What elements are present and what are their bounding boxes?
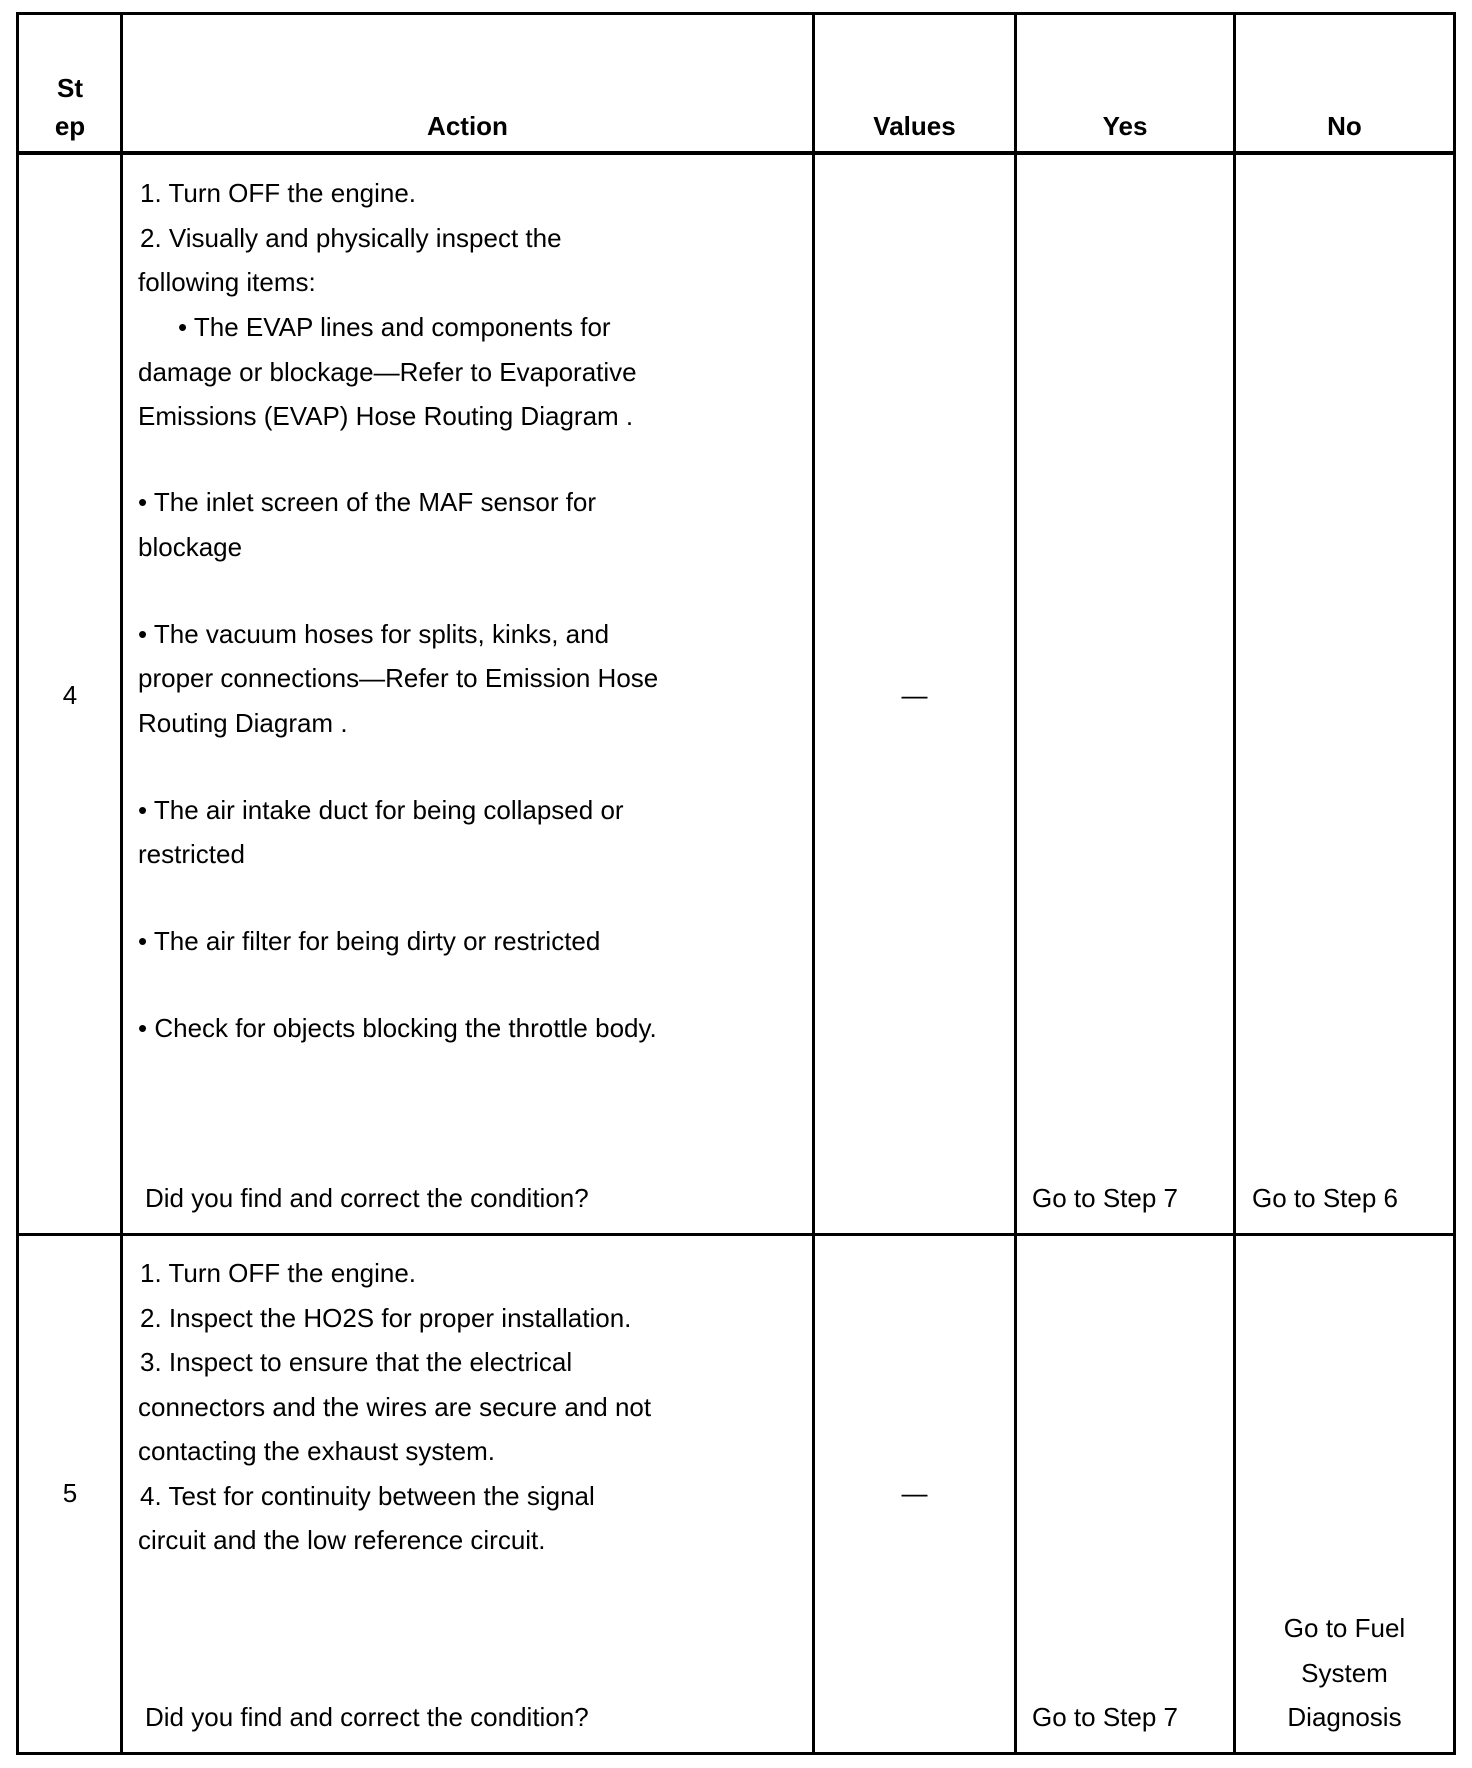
row-divider xyxy=(16,1233,1456,1236)
action-line: Emissions (EVAP) Hose Routing Diagram . xyxy=(138,401,634,431)
action-line: • The inlet screen of the MAF sensor for xyxy=(138,487,597,517)
column-divider-yes-no xyxy=(1233,12,1236,1755)
column-border-left xyxy=(16,12,19,1755)
action-question: Did you find and correct the condition? xyxy=(145,1702,589,1732)
step-number: 4 xyxy=(62,680,78,710)
header-values: Values xyxy=(873,111,956,141)
action-line: • The air filter for being dirty or restricted xyxy=(138,926,601,956)
header-step-line1: St xyxy=(57,73,83,103)
action-question: Did you find and correct the condition? xyxy=(145,1183,589,1213)
action-line: 1. Turn OFF the engine. xyxy=(140,178,417,208)
table-border-bottom xyxy=(16,1752,1456,1755)
header-yes: Yes xyxy=(1102,111,1148,141)
action-line: circuit and the low reference circuit. xyxy=(138,1525,546,1555)
no-cell-line: Diagnosis xyxy=(1287,1702,1402,1732)
step-number: 5 xyxy=(62,1478,78,1508)
column-divider-step-action xyxy=(120,12,123,1755)
no-cell-line: System xyxy=(1301,1658,1388,1688)
action-line: blockage xyxy=(138,532,243,562)
action-line: damage or blockage—Refer to Evaporative xyxy=(138,357,637,387)
action-line: restricted xyxy=(138,839,245,869)
no-cell-line: Go to Fuel xyxy=(1283,1613,1406,1643)
yes-cell: Go to Step 7 xyxy=(1032,1702,1178,1732)
header-bottom-border xyxy=(16,151,1456,155)
action-line: 1. Turn OFF the engine. xyxy=(140,1258,417,1288)
action-line: Routing Diagram . xyxy=(138,708,348,738)
header-step-line2: ep xyxy=(54,111,86,141)
action-line: connectors and the wires are secure and not xyxy=(138,1392,652,1422)
values-cell: — xyxy=(901,1478,928,1508)
action-line: • Check for objects blocking the throttle body. xyxy=(138,1013,657,1043)
action-line: following items: xyxy=(138,267,316,297)
action-line: • The air intake duct for being collapsed or xyxy=(138,795,624,825)
action-line: 2. Visually and physically inspect the xyxy=(140,223,562,253)
header-action: Action xyxy=(427,111,508,141)
table-border-top xyxy=(16,12,1456,15)
header-no: No xyxy=(1327,111,1362,141)
action-line: • The vacuum hoses for splits, kinks, and xyxy=(138,619,610,649)
values-cell: — xyxy=(901,680,928,710)
action-line: contacting the exhaust system. xyxy=(138,1436,495,1466)
action-line: 3. Inspect to ensure that the electrical xyxy=(140,1347,573,1377)
column-border-right xyxy=(1453,12,1456,1755)
action-line: • The EVAP lines and components for xyxy=(178,312,611,342)
action-line: 2. Inspect the HO2S for proper installation. xyxy=(140,1303,632,1333)
action-line: 4. Test for continuity between the signal xyxy=(140,1481,595,1511)
column-divider-values-yes xyxy=(1014,12,1017,1755)
no-cell: Go to Step 6 xyxy=(1252,1183,1398,1213)
action-line: proper connections—Refer to Emission Hose xyxy=(138,663,659,693)
yes-cell: Go to Step 7 xyxy=(1032,1183,1178,1213)
